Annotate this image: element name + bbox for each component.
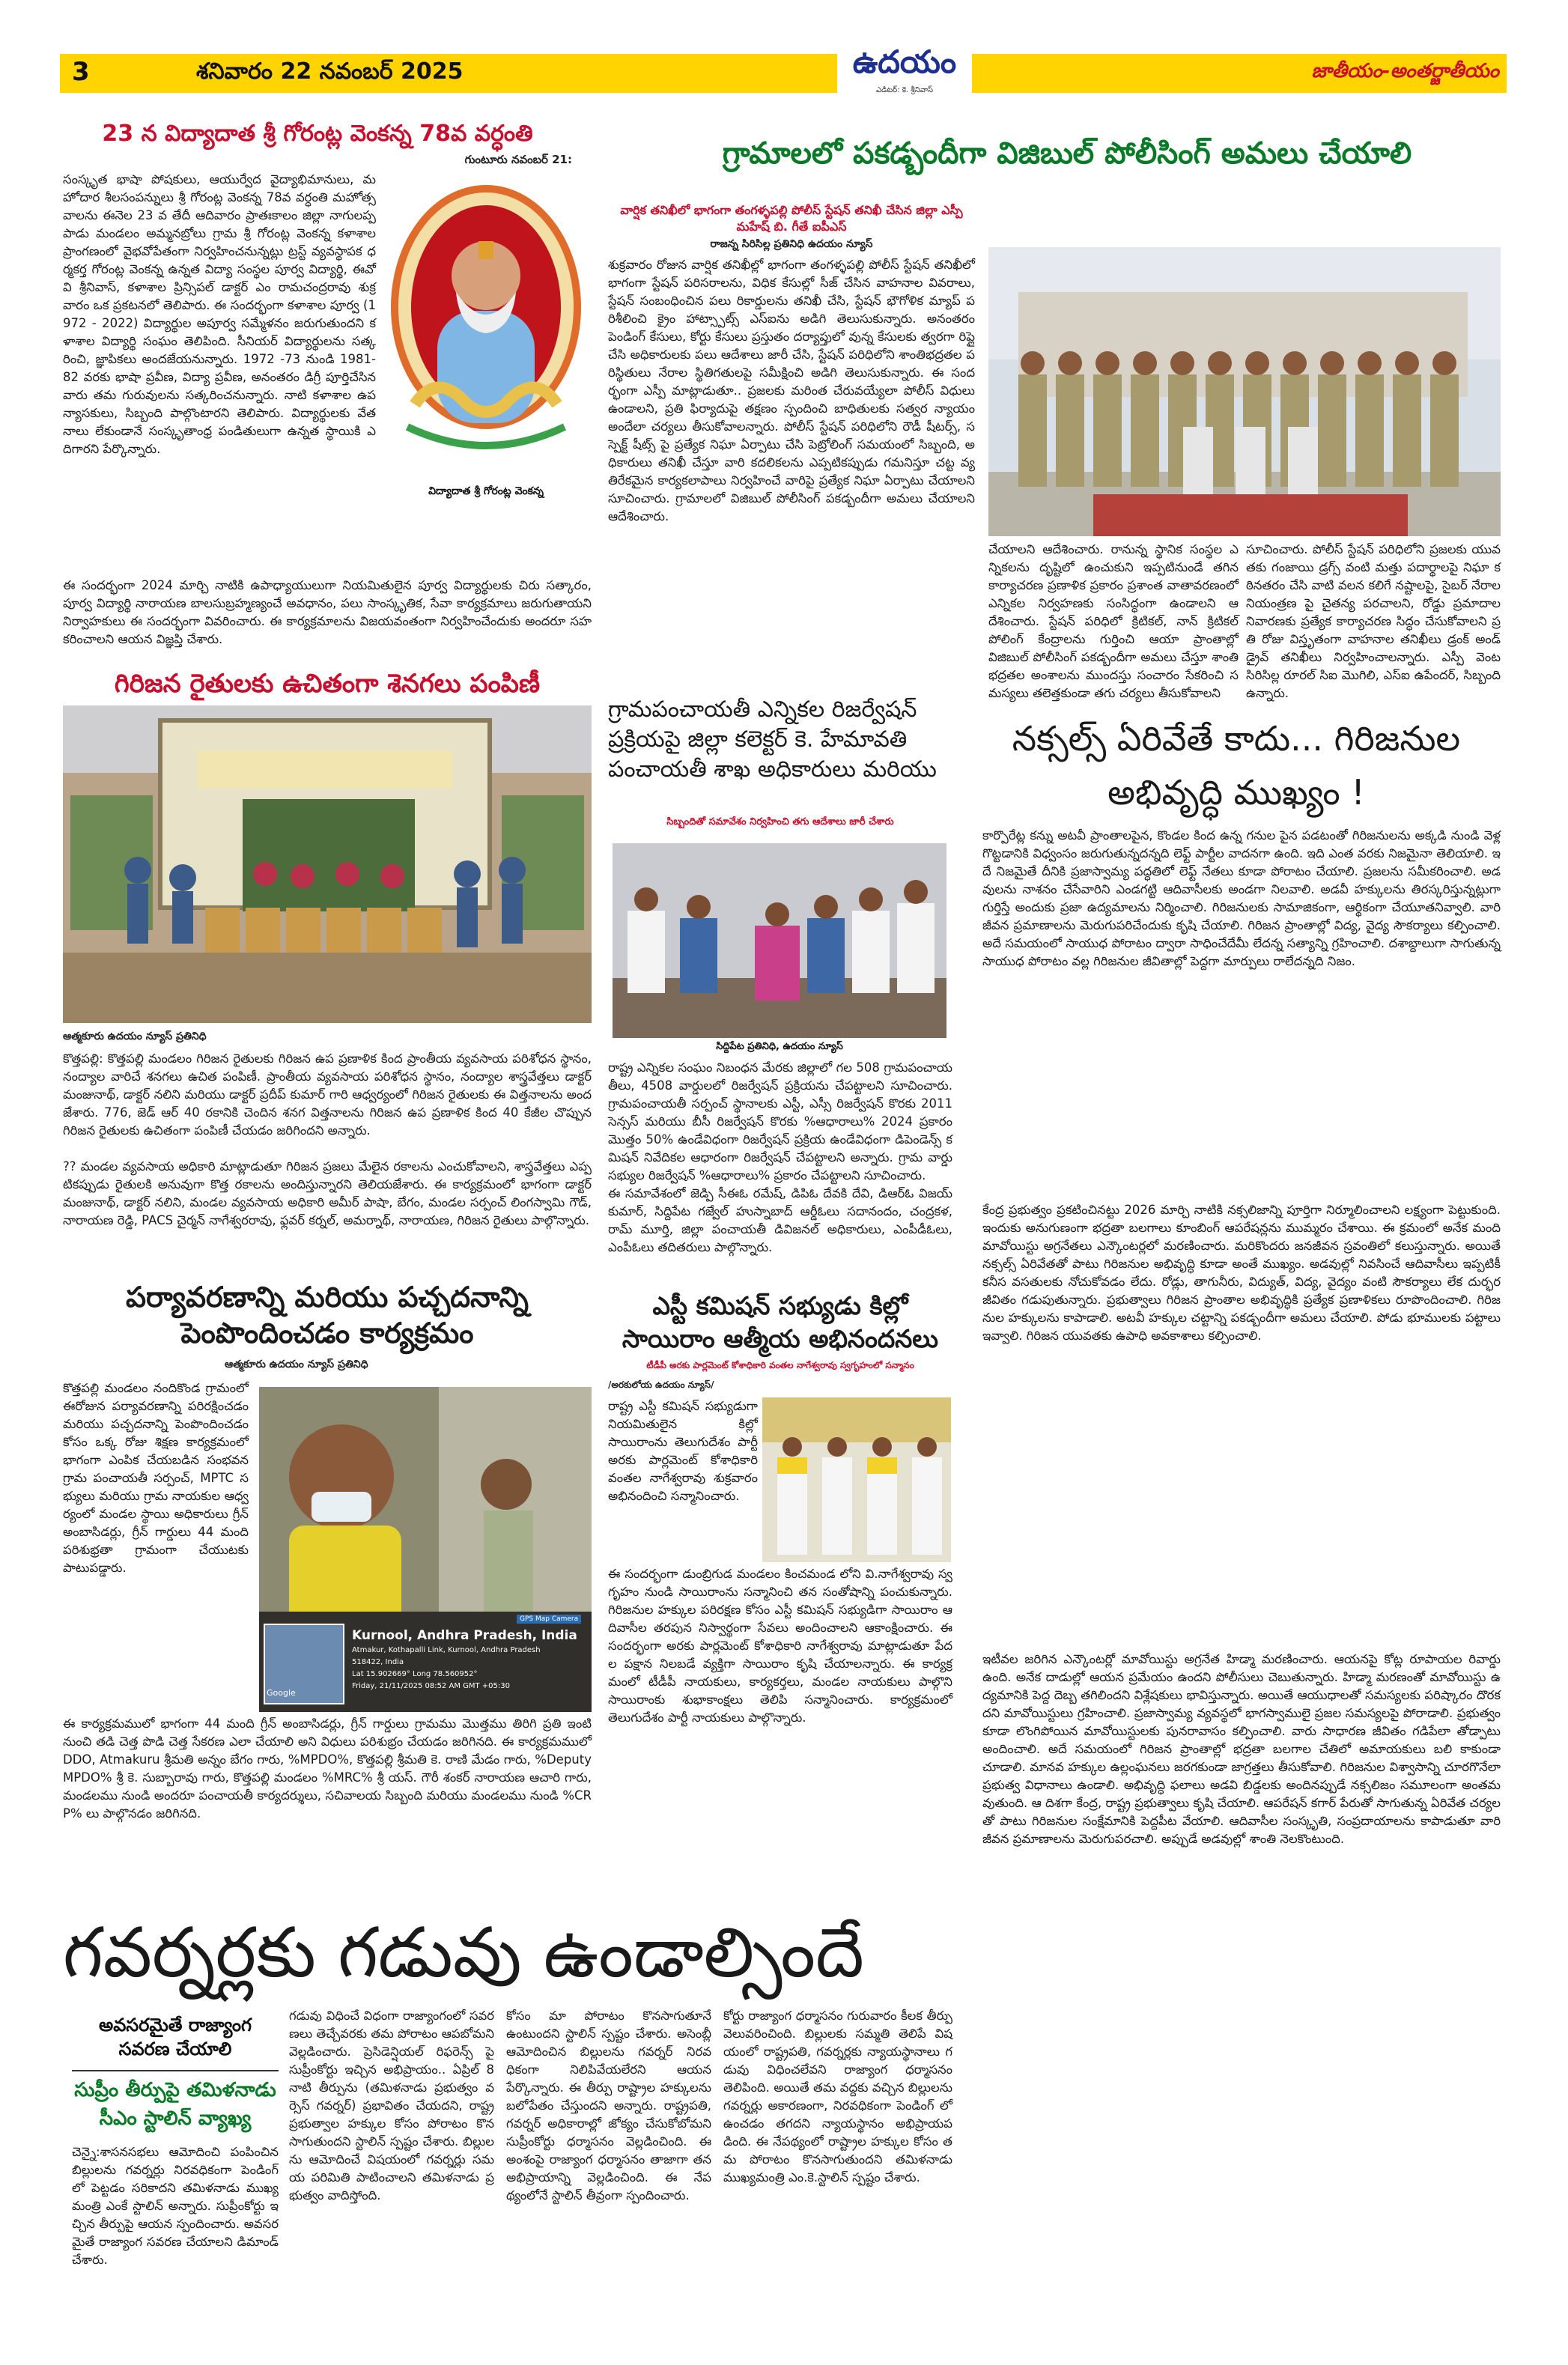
a8-col2: కోసం మా పోరాటం కొనసాగుతూనే ఉంటుందని స్టాలిన్ స్పష్టం చేశారు. అసెంబ్లీ ఆమోదించిన బిల్లులను గవర్నర్ నిరవధికంగా నిలిపివేయలేరని ఆయన పేర్కొన్నారు. ఈ తీర్పు రాష్ట్రాల హక్కులను బలోపేతం చేస్తుందని అన్నారు. రాష్ట్రపతి, గవర్నర్ అధికారాల్లో జోక్యం చేసుకోబోమని సుప్రీంకోర్టు ధర్మాసనం వెల్లడించింది. ఈ అంశంపై రాజ్యాంగ ధర్మాసనం తాజాగా తన అభిప్రాయాన్ని వెల్లడించింది. ఈ నేపథ్యంలోనే స్టాలిన్ తీవ్రంగా స్పందించారు. (506, 2009, 711, 2202)
a8-col1: గడువు విధించే విధంగా రాజ్యాంగంలో సవరణలు తెచ్చేవరకు తమ పోరాటం ఆపబోమని వెల్లడించారు. ప్రెసిడెన్షియల్ రిఫరెన్స్ పై సుప్రీంకోర్టు ఇచ్చిన అభిప్రాయం.. ఏప్రిల్ 8 నాటి తీర్పును (తమిళనాడు ప్రభుత్వం వర్సెస్ గవర్నర్) ప్రభావితం చేయదని, రాష్ట్ర ప్రభుత్వాల హక్కుల కోసం పోరాటం కొనసాగుతుందని స్టాలిన్ స్పష్టం చేశారు. బిల్లులను ఆమోదించే విషయంలో గవర్నర్లు సమయ పరిమితి పాటించాలని తమిళనాడు ప్రభుత్వం వాదిస్తోంది. (289, 2009, 494, 2202)
a6-dateline: /అరకులోయ ఉదయం న్యూస్/ (608, 1379, 714, 1390)
a8-kicker: సుప్రీం తీర్పుపై తమిళనాడు సీఎం స్టాలిన్ వ్యాఖ్య (74, 2079, 276, 2130)
issue-date: శనివారం 22 నవంబర్ 2025 (196, 58, 464, 85)
a5-body-1: రాష్ట్ర ఎన్నికల సంఘం నిబంధన మేరకు జిల్లాలో గల 508 గ్రామపంచాయతీలు, 4508 వార్డులలో రిజర్వేషన్ ప్రక్రియను చేపట్టాలని సూచించారు. గ్రామపంచాయతీ సర్పంచ్ స్థానాలకు ఎస్టీ, ఎస్సీ రిజర్వేషన్ కొరకు 2011 సెన్సస్ మరియు బీసీ రిజర్వేషన్ కొరకు %ఆధారాలు% 2024 ప్రకారం మొత్తం 50% ఉండేవిధంగా రిజర్వేషన్ ప్రక్రియ ఉండేవిధంగా డిపెండెన్స్ కమిషన్ నివేదికల ఆధారంగా రిజర్వేషన్ చేపట్టాలని అన్నారు. గ్రామ వార్డు సభ్యుల రిజర్వేషన్ %ఆధారాలు% ప్రకారం చేపట్టాలని సూచించారు. (608, 1060, 952, 1182)
gps-line-4: Friday, 21/11/2025 08:52 AM GMT +05:30 (352, 1682, 510, 1690)
a4-body-col2: చేయాలని ఆదేశించారు. రానున్న స్థానిక సంస్థల ఎన్నికలను దృష్టిలో ఉంచుకుని ఇప్పటినుండే తగిన కార్యాచరణ ప్రణాళిక ప్రకారం ప్రశాంత వాతావరణంలో ఎన్నికల నిర్వహణకు సంసిద్ధంగా ఉండాలని ఆదేశించారు. స్టేషన్ పరిధిలో క్రిటికల్, నాన్ క్రిటికల్ పోలింగ్ కేంద్రాలను గుర్తించి ఆయా ప్రాంతాల్లో విజిబుల్ పోలీసింగ్ పకడ్బందీగా అమలు చేస్తూ శాంతి భద్రతల అంశాలను ముందస్తు సంచారం సేకరించి సమస్యలు తలెత్తకుండా తగు చర్యలు తీసుకోవాలని (988, 542, 1239, 700)
a4-deck: వార్షిక తనిఖీలో భాగంగా తంగళ్ళపల్లి పోలీస్ స్టేషన్ తనిఖీ చేసిన జిల్లా ఎస్పీ మహేష్ బి. గీతే ఐపీఎస్ (620, 203, 963, 234)
a4-group-photo (988, 247, 1501, 536)
a4-body-col1: శుక్రవారం రోజున వార్షిక తనిఖీల్లో భాగంగా తంగళ్ళపల్లి పోలీస్ స్టేషన్ తనిఖీలో భాగంగా స్టేషన్ పరిసరాలను, విధిక కేసుల్లో సీజ్ చేసిన వాహనాల వివరాలు, స్టేషన్ సంబంధించిన పలు రికార్డులను తనిఖీ చేసి, స్టేషన్ భౌగోళిక మ్యాప్ పరిశీలించి క్రైం హాట్స్పాట్స్ ఎస్ఐను అడిగి తెలుసుకున్నారు. అనంతరం పెండింగ్ కేసులు, కోర్టు కేసులు ప్రస్తుతం దర్యాప్తులో వున్న కేసులకు త్వరగా రిప్లై చేసి అధికారులకు పలు ఆదేశాలు జారీ చేసి, స్టేషన్ పరిధిలోని శాంతిభద్రతల పరిస్థితులు నేరాల స్థితిగతులపై సమీక్షించి అడిగి తెలుసుకున్నారు. ఈ సందర్భంగా ఎస్పీ మాట్లాడుతూ.. ప్రజలకు మరింత చేరువయ్యేలా పోలీస్ విధులు ఉండాలని, ప్రతి ఫిర్యాదుపై తక్షణం స్పందించి బాధితులకు సత్వర న్యాయం అందేలా చర్యలు తీసుకోవాలన్నారు. పోలీస్ స్టేషన్ పరిధిలోని రౌడీ షీటర్స్, సస్పెక్ట్ షీట్స్ పై ప్రత్యేక నిఘా ఏర్పాటు చేసి పెట్రోలింగ్ సమయంలో సిబ్బంది, అధికారులు తనిఖీ చేస్తూ వారి కదలికలను ఎప్పటికప్పుడు గమనిస్తూ చట్ట వ్యతిరేకమైన కార్యకలాపాలు నిర్వహించే వారిపై ప్రత్యేక నిఘా ఏర్పాటు చేయాలని సూచించారు. గ్రామాలలో విజిబుల్ పోలీసింగ్ పకడ్బందీగా అమలు చేయాలని ఆదేశించారు. (608, 258, 975, 523)
gps-line-3: Lat 15.902669° Long 78.560952° (352, 1670, 478, 1678)
a1-dateline: గుంటూరు నవంబర్ 21: (464, 153, 572, 166)
a7-headline: నక్సల్స్ ఏరివేతే కాదు... గిరిజనుల అభివృద్ధి ముఖ్యం ! (1012, 718, 1461, 813)
a5-photo (613, 843, 946, 1038)
a1-body-top: సంస్కృత భాషా పోషకులు, ఆయుర్వేద వైద్యాభిమానులు, మహోదార శీలసంపన్నులు శ్రీ గోరంట్ల వెంకన్న 78వ వర్ధంతి మహోత్సవాలను ఈనెల 23 వ తేదీ ఆదివారం ప్రాతఃకాలం జిల్లా నాగులప్పపాడు మండలం అమ్మనబ్రోలు గ్రామ శ్రీ గోరంట్ల వెంకన్న కళాశాల ప్రాంగణంలో వైభవోపేతంగా నిర్వహించనున్నట్లు ట్రస్ట్ వ్యవస్థాపక ధర్మకర్త గోరంట్ల వెంకన్న ఉన్నత విద్యా సంస్థల పూర్వ విద్యార్థి, ఈవో వి శ్రీనివాస్, కళాశాల ప్రిన్సిపల్ డాక్టర్ ఎం రామచంద్రరావు శుక్రవారం ఒక ప్రకటనలో తెలిపారు. ఈ సందర్భంగా కళాశాల పూర్వ (1972 - 2022) విద్యార్థుల అపూర్వ సమ్మేళనం జరుగుతుందని కళాశాల విద్యార్థి సంఘం తెలిపింది. సీనియర్ విద్యార్థులను సత్కరించి, జ్ఞాపికలు అందజేయనున్నారు. 1972 -73 నుండి 1981- 82 వరకు భాషా ప్రవీణ, విద్యా ప్రవీణ, అనంతరం డిగ్రీ పూర్తిచేసిన వారు తమ గురువులను సత్కరించనున్నారు. నాటి కళాశాల ఉపన్యాసకులు, సిబ్బంది పాల్గొంటారని తెలిపారు. విద్యార్థులకు వేతనాలు లేకుండానే సంస్కృతాంధ్ర పండితులుగా ఉన్నత స్థాయికి ఎదిగారని పేర్కొన్నారు. (63, 172, 376, 456)
felicitation-photo (762, 1397, 951, 1562)
seed-distribution-photo (63, 705, 592, 1023)
a6-body-1: రాష్ట్ర ఎస్టీ కమిషన్ సభ్యుడుగా నియమితులైన కిల్లో సాయిరాంను తెలుగుదేశం పార్టీ అరకు పార్లమెంట్ కోశాధికారి వంతల నాగేశ్వరావు శుక్రవారం అభినందించి సన్మానించారు. (608, 1399, 758, 1503)
a1-body-bottom: ఈ సందర్భంగా 2024 మార్చి నాటికి ఉపాధ్యాయులుగా నియమితులైన పూర్వ విద్యార్థులకు చిరు సత్కారం, పూర్వ విద్యార్థి నారాయణ బాలసుబ్రహ్మణ్యంచే అవధానం, పలు సాంస్కృతిక, సేవా కార్యక్రమాలు జరుగుతాయని నిర్వాహకులు ఈ సందర్భంగా వివరించారు. ఈ కార్యక్రమాలను విజయవంతంగా నిర్వహించేందుకు అందరూ సహకరించాలని ఆయన విజ్ఞప్తి చేశారు. (63, 578, 592, 646)
a7-body-2: కేంద్ర ప్రభుత్వం ప్రకటించినట్టు 2026 మార్చి నాటికి నక్సలిజాన్ని పూర్తిగా నిర్మూలించాలని లక్ష్యంగా పెట్టుకుంది. ఇందుకు అనుగుణంగా భద్రతా బలగాలు కూంబింగ్ ఆపరేషన్లను ముమ్మరం చేశాయి. ఈ క్రమంలో అనేక మంది మావోయిస్టు అగ్రనేతలు ఎన్కౌంటర్లలో మరణించారు. మరికొందరు జనజీవన స్రవంతిలో కలుస్తున్నారు. అయితే నక్సల్స్ ఏరివేతతో పాటు గిరిజనుల అభివృద్ధి కూడా అంతే ముఖ్యం. అడవుల్లో నివసించే ఆదివాసీలు ఇప్పటికీ కనీస వసతులకు నోచుకోవడం లేదు. రోడ్లు, తాగునీరు, విద్యుత్, విద్య, వైద్యం వంటి సౌకర్యాలు లేక దుర్భర జీవితం గడుపుతున్నారు. ప్రభుత్వాలు గిరిజన ప్రాంతాల అభివృద్ధికి ప్రత్యేక ప్రణాళికలు రూపొందించాలి. గిరిజనుల హక్కులను కాపాడాలి. అటవీ హక్కుల చట్టాన్ని పకడ్బందీగా అమలు చేయాలి. పోడు భూములకు పట్టాలు ఇవ్వాలి. గిరిజన యువతకు ఉపాధి అవకాశాలు కల్పించాలి. (982, 1203, 1501, 1343)
a3-headline: పర్యావరణాన్ని మరియు పచ్చదనాన్ని పెంపొందించడం కార్యక్రమం (126, 1281, 529, 1350)
a6-body-2: ఈ సందర్భంగా డుంబ్రిగుడ మండలం కించమండ లోని వి.నాగేశ్వరావు స్వగృహం నుండి సాయిరాంను సన్మానించి తన సంతోషాన్ని పంచుకున్నారు. గిరిజనుల హక్కుల పరిరక్షణ కోసం ఎస్టీ కమిషన్ సభ్యుడిగా సాయిరాం ఆదివాసీల తరపున నిస్వార్థంగా సేవలు అందించాలని ఆకాంక్షించారు. ఈ సందర్భంగా అరకు పార్లమెంట్ కోశాధికారి నాగేశ్వరావు మాట్లాడుతూ పేదల పక్షాన నిలబడే వ్యక్తిగా సాయిరాం కృషి చేయాలన్నారు. ఈ కార్యక్రమంలో టీడీపీ నాయకులు, కార్యకర్తలు, మండల నాయకులు పాల్గొని సాయిరాంకు శుభాకాంక్షలు తెలిపి సన్మానించారు. కార్యక్రమంలో తెలుగుదేశం పార్టీ నాయకులు పాల్గొన్నారు. (608, 1567, 952, 1725)
a3-body-2: ఈ కార్యక్రమములో భాగంగా 44 మంది గ్రీన్ అంబాసిడర్లు, గ్రీన్ గార్డులు గ్రామము మొత్తము తిరిగి ప్రతి ఇంటి నుంచి తడి చెత్త పొడి చెత్త సేకరణ ఎలా చేయాలి అని విధులు పరిశుభ్రం చేయడం జరిగినది. ఈ కార్యక్రమములో DDO, Atmakuru శ్రీమతి అన్నం బేగం గారు, %MPDO%, కొత్తపల్లి శ్రీమతి కె. రాణి మేడం గారు, %Deputy MPDO% శ్రీ కె. సుబ్బారావు గారు, కొత్తపల్లి మండలం %MRC% శ్రీ యస్. గౌరీ శంకర్ నారాయణ ఆచారి గారు, మండలము నుండి అందరూ పంచాయతీ కార్యదర్శులు, సచివాలయ సిబ్బంది మరియు మండలము నుండి %CRP% లు పాల్గొనడం జరిగినది. (63, 1716, 592, 1821)
gps-line-2: 518422, India (352, 1658, 404, 1666)
a1-headline: 23 న విద్యాదాత శ్రీ గోరంట్ల వెంకన్న 78వ వర్ధంతి (102, 121, 533, 147)
a5-subtitle: సిబ్బందితో సమావేశం నిర్వహించి తగు ఆదేశాలు జారీ చేశారు (666, 816, 894, 828)
gps-badge: GPS Map Camera (517, 1615, 581, 1624)
a5-photo-caption: సిద్దిపేట ప్రతినిధి, ఉదయం న్యూస్ (716, 1041, 843, 1052)
collector-meeting-photo (613, 843, 946, 1038)
a5-body-2: ఈ సమావేశంలో జెడ్పి సీఈఓ రమేష్, డిపిఓ దేవకి దేవి, డిఆర్ఓ విజయ్ కుమార్, సిద్దిపేట గజ్వేల్ హుస్నాబాద్ ఆర్డీఓలు సదానందం, చంద్రకళ, రామ్ మూర్తి, జిల్లా పంచాయతీ డివిజనల్ అధికారులు, ఎంపీడీఓలు, ఎంపీఓలు తదితరులు పాల్గొన్నారు. (608, 1186, 952, 1254)
a2-photo (63, 705, 592, 1023)
a8-headline: గవర్నర్లకు గడువు ఉండాల్సిందే (63, 1913, 864, 1993)
a7-body-3: ఇటీవల జరిగిన ఎన్కౌంటర్లో మావోయిస్టు అగ్రనేత హిడ్మా మరణించారు. ఆయనపై కోట్ల రూపాయల రివార్డు ఉంది. అనేక దాడుల్లో ఆయన ప్రమేయం ఉందని పోలీసులు చెబుతున్నారు. హిడ్మా మరణంతో మావోయిస్టు ఉద్యమానికి పెద్ద దెబ్బ తగిలిందని విశ్లేషకులు భావిస్తున్నారు. అయితే ఆయుధాలతో సమస్యలకు పరిష్కారం దొరకదని మావోయిస్టులు గ్రహించాలి. ప్రజాస్వామ్య వ్యవస్థలో భాగస్వాములై ప్రజల సమస్యలపై పోరాడాలి. ప్రభుత్వం కూడా లొంగిపోయిన మావోయిస్టులకు పునరావాసం కల్పించాలి. వారు సాధారణ జీవితం గడిపేలా తోడ్పాటు అందించాలి. అదే సమయంలో గిరిజన ప్రాంతాల్లో భద్రతా బలగాల చేతిలో అమాయకులు బలి కాకుండా చూడాలి. మానవ హక్కుల ఉల్లంఘనలు జరగకుండా జాగ్రత్తలు తీసుకోవాలి. గిరిజనుల విశ్వాసాన్ని చూరగొనేలా ప్రభుత్వ విధానాలు ఉండాలి. అభివృద్ధి ఫలాలు అడవి బిడ్డలకు అందినప్పుడే నక్సలిజం సమూలంగా అంతమవుతుంది. ఆ దిశగా కేంద్ర, రాష్ట్ర ప్రభుత్వాలు కృషి చేయాలి. ఆపరేషన్ కగార్ పేరుతో సాగుతున్న ఏరివేత చర్యలతో పాటు గిరిజనుల సంక్షేమానికి పెద్దపీట వేయాలి. ఆదివాసీల సంస్కృతి, సంప్రదాయాలను కాపాడుతూ వారి జీవన ప్రమాణాలను మెరుగుపరచాలి. అప్పుడే అడవుల్లో శాంతి నెలకొంటుంది. (982, 1652, 1501, 1846)
a2-dateline: ఆత్మకూరు ఉదయం న్యూస్ ప్రతినిధి (63, 1030, 207, 1042)
masthead-editor: ఎడిటర్: కె. శ్రీనివాస్ (876, 86, 933, 94)
a8-col3: కోర్టు రాజ్యాంగ ధర్మాసనం గురువారం కీలక తీర్పు వెలువరించింది. బిల్లులకు సమ్మతి తెలిపే విషయంలో రాష్ట్రపతి, గవర్నర్లకు న్యాయస్థానాలు గడువు విధించలేవని రాజ్యాంగ ధర్మాసనం తెలిపింది. అయితే తమ వద్దకు వచ్చిన బిల్లులను గవర్నర్లు అకారణంగా, నిరవధికంగా పెండింగ్ లో ఉంచడం తగదని న్యాయస్థానం అభిప్రాయపడింది. ఈ నేపథ్యంలో రాష్ట్రాల హక్కుల కోసం తమ పోరాటం కొనసాగుతుందని తమిళనాడు ముఖ్యమంత్రి ఎం.కె.స్టాలిన్ స్పష్టం చేశారు. (723, 2009, 952, 2185)
a2-body-2: ?? మండల వ్యవసాయ అధికారి మాట్లాడుతూ గిరిజన ప్రజలు మేలైన రకాలను ఎంచుకోవాలని, శాస్త్రవేత్తలు ఎప్పటికప్పుడు రైతులకి అనువుగా కొత్త రకాలను అందిస్తున్నారని తెలియజేశారు. ఈ కార్యక్రమంలో భాగంగా డాక్టర్ మంజునాథ్, డాక్టర్ నలిని, మండల వ్యవసాయ అధికారి అమీర్ పాషా, బేగం, మండల సర్పంచ్ లింగస్వామి గౌడ్, నారాయణ రెడ్డి, PACS చైర్మన్ నాగేశ్వరరావు, ఫ్లవర్ కర్నల్, అమర్నాథ్, నారాయణ, గిరిజన రైతులు పాల్గొన్నారు. (63, 1159, 592, 1227)
a4-dateline: రాజన్న సిరిసిల్ల ప్రతినిధి ఉదయం న్యూస్ (710, 238, 873, 250)
gps-title: Kurnool, Andhra Pradesh, India (352, 1628, 577, 1643)
a6-headline: ఎస్టీ కమిషన్ సభ్యుడు కిల్లో సాయిరాం ఆత్మీయ అభినందనలు (622, 1291, 939, 1353)
a1-photo-caption: విద్యాదాత శ్రీ గోరంట్ల వెంకన్న (428, 485, 544, 497)
a6-photo (762, 1397, 951, 1562)
a8-side-title: అవసరమైతే రాజ్యాంగ సవరణ చేయాలి (99, 2015, 252, 2059)
a3-body-1: కొత్తపల్లి మండలం నందికొండ గ్రామంలో ఈరోజున పర్యావరణాన్ని పరిరక్షించడం మరియు పచ్చదనాన్ని పెంపొందించడం కోసం ఒక్క రోజు శిక్షణ కార్యక్రమంలో భాగంగా ఎంపిక చేయబడిన సంభవన గ్రామ పంచాయతీ సర్పంచ్, MPTC సభ్యులు మరియు గ్రామ నాయకుల ఆధ్వర్యంలో మండల స్థాయి అధికారులు గ్రీన్ అంబాసిడర్లు, గ్రీన్ గార్డులు 44 మంది పరిశుభ్రతా గ్రామంగా చేయుటకు పాటుపడ్డారు. (63, 1381, 249, 1575)
a3-dateline: ఆత్మకూరు ఉదయం న్యూస్ ప్రతినిధి (225, 1358, 368, 1370)
a3-photo (259, 1387, 592, 1712)
a1-portrait (385, 180, 587, 511)
section-label: జాతీయం-అంతర్జాతీయం (1311, 60, 1499, 82)
portrait-illustration (385, 180, 587, 511)
masthead-logo: ఉదయం (852, 43, 957, 80)
a4-body-col3: సూచించారు. పోలీస్ స్టేషన్ పరిధిలోని ప్రజలకు యువతకు గంజాయి డ్రగ్స్ వంటి మత్తు పదార్థాలపై నిఘా కఠినతరం చేసి వాటి వలన కలిగే నష్టాలపై, సైబర్ నేరాల నియంత్రణ పై చైతన్య పరచాలని, రోడ్డు ప్రమాదాల నివారణకు ప్రత్యేక కార్యాచరణ సిద్ధం చేసుకోవాలని ప్రతి రోజు విస్తృతంగా వాహనాల తనిఖీలు డ్రంక్ అండ్ డ్రైవ్ తనిఖీలు నిర్వహించాలన్నారు. ఎస్పీ వెంట సిరిసిల్ల రూరల్ సిఐ మొగిలి, ఎస్ఐ ఉపేందర్, సిబ్బంది ఉన్నారు. (1246, 542, 1501, 700)
a2-headline: గిరిజన రైతులకు ఉచితంగా శెనగలు పంపిణీ (114, 669, 541, 699)
a8-rule (72, 2070, 279, 2071)
a7-body-1: కార్పొరేట్ల కన్ను అటవీ ప్రాంతాలపైన, కొండల కింద ఉన్న గనుల పైన పడటంతో గిరిజనులను అక్కడి నుండి వెళ్లగొట్టడానికి విధ్వంసం జరుగుతున్నదన్నది లెఫ్ట్ పార్టీల వాదనగా ఉంది. ఇది ఎంత వరకు నిజమైనా తెలియాలి. ఇదే నిజమైతే దీనికి ప్రజాస్వామ్య పద్ధతిలో లెఫ్ట్ నేతలు కూడా పోరాటం చేయాలి. ప్రజలను సమీకరించాలి. అడవులను నాశనం చేసేవారిని ఎండగట్టి ఆదివాసీలకు అండగా నిలవాలి. అడవీ హక్కులను తిరస్కరిస్తున్నట్లుగా గుర్తిస్తే అందుకు ప్రజా ఉద్యమాలను నిర్మించాలి. గిరిజనులకు సామాజికంగా, ఆర్థికంగా చేయూతనివ్వాలి. వారి జీవన ప్రమాణాలను మెరుగుపరిచేందుకు కృషి చేయాలి. గిరిజన ప్రాంతాల్లో విద్య, వైద్య సౌకర్యాలు కల్పించాలి. అదే సమయంలో సాయుధ పోరాటం ద్వారా సాధించేదేమీ లేదన్న సత్యాన్ని గ్రహించాలి. దశాబ్దాలుగా సాగుతున్న సాయుధ పోరాటం వల్ల గిరిజనుల జీవితాల్లో పెద్దగా మార్పులు రాలేదన్నది నిజం. (982, 828, 1501, 968)
gps-line-1: Atmakur, Kothapalli Link, Kurnool, Andhra Pradesh (352, 1646, 541, 1654)
gps-google-label: Google (267, 1688, 296, 1698)
a5-headline: గ్రామపంచాయతీ ఎన్నికల రిజర్వేషన్ ప్రక్రియపై జిల్లా కలెక్టర్ కె. హేమావతి పంచాయతీ శాఖ అధికారులు మరియు (608, 696, 937, 783)
a4-headline: గ్రామాలలో పకడ్బందీగా విజిబుల్ పోలీసింగ్ అమలు చేయాలి (722, 136, 1412, 171)
a6-deck: టీడీపీ అరకు పార్లమెంట్ కోశాధికారి వంతల నాగేశ్వరావు స్వగృహంలో సన్మానం (646, 1360, 914, 1370)
page-number: 3 (72, 57, 90, 87)
a8-lead: చెన్నై:శాసనసభలు ఆమోదించి పంపించిన బిల్లులను గవర్నర్లు నిరవధికంగా పెండింగ్ లో పెట్టడం సరికాదని తమిళనాడు ముఖ్యమంత్రి ఎంకే స్టాలిన్ అన్నారు. సుప్రీంకోర్టు ఇచ్చిన తీర్పుపై ఆయన స్పందించారు. అవసరమైతే రాజ్యాంగ సవరణ చేయాలని డిమాండ్ చేశారు. (72, 2145, 279, 2267)
a2-body-1: కొత్తపల్లి: కొత్తపల్లి మండలం గిరిజన రైతులకు గిరిజన ఉప ప్రణాళిక కింద ప్రాంతీయ వ్యవసాయ పరిశోధన స్థానం, నంద్యాల వారిచే శనగలు ఉచిత పంపిణీ. ప్రాంతీయ వ్యవసాయ పరిశోధన స్థానం, నంద్యాల శాస్త్రవేత్తలు డాక్టర్ మంజునాథ్, డాక్టర్ నలిని మరియు డాక్టర్ ప్రదీప్ కుమార్ గారి ఆధ్వర్యంలో గిరిజన రైతులకు ఈ విత్తనాలను అందజేశారు. 776, జెడ్ ఆర్ 40 రకానికి చెందిన శనగ విత్తనాలను గిరిజన ఉప ప్రణాళిక కింద 40 కేజీల చొప్పున గిరిజన రైతులకు ఉచితంగా పంపిణీ చేయడం జరిగిందని అన్నారు. (63, 1051, 592, 1138)
police-group-photo (988, 247, 1501, 536)
